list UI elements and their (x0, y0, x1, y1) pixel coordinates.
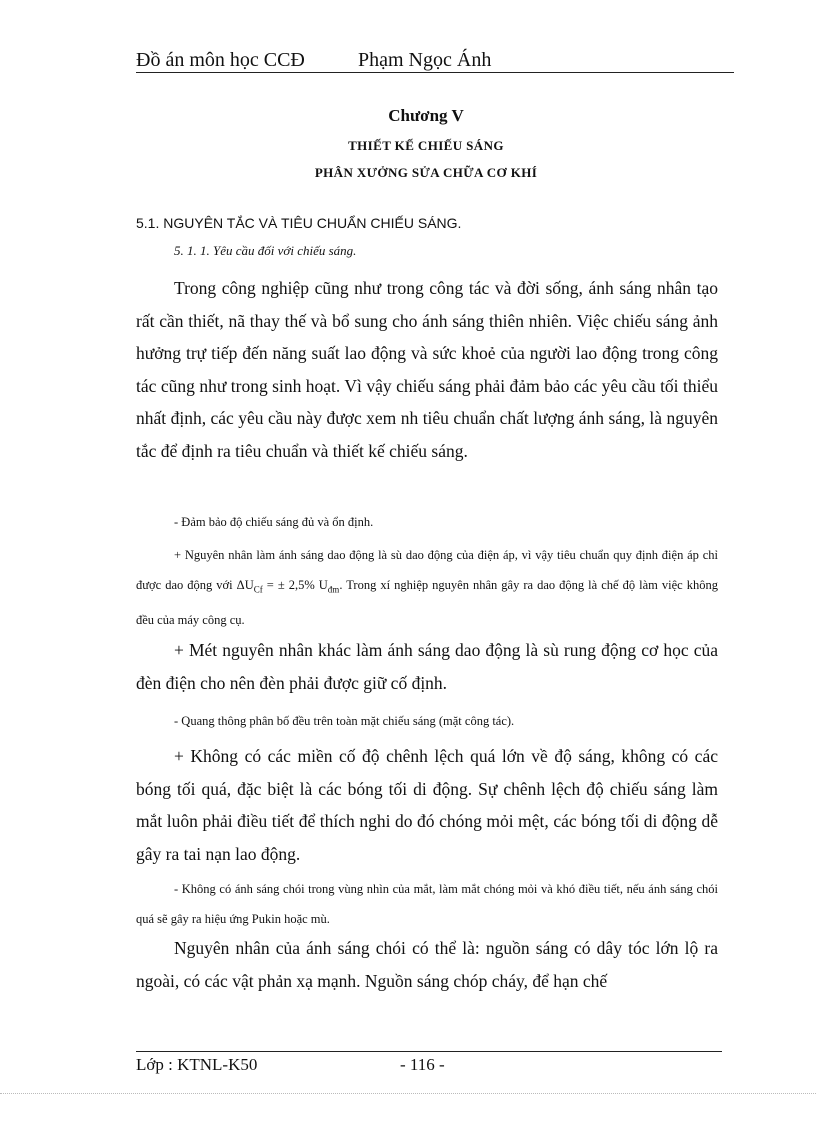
header-author: Phạm Ngọc Ánh (358, 49, 492, 71)
chapter-title: Chương V (388, 106, 464, 125)
footer-page-number: - 116 - (400, 1055, 445, 1074)
page-bottom-divider (0, 1093, 816, 1094)
voltage-text-b: . Trong xí nghiệp nguyên nhân gây ra dao động là chế độ làm việc không đều của máy công cụ. (136, 578, 718, 627)
paragraph-glare-causes: Nguyên nhân của ánh sáng chói có thể là: nguồn sáng có dây tóc lớn lộ ra ngoài, có các vật phản xạ mạnh. Nguồn sáng chóp cháy, để hạn chế (136, 938, 718, 991)
paragraph-requirement-3: - Không có ánh sáng chói trong vùng nhìn của mắt, làm mắt chóng mỏi và khó điều tiết, nếu ánh sáng chói quá sẽ gây ra hiệu ứng Pukin hoặc mù. (136, 882, 718, 926)
voltage-text-a: + Nguyên nhân làm ánh sáng dao động là sù dao động của điện áp, vì vậy tiêu chuẩn quy định điện áp chỉ được dao động với (136, 548, 718, 592)
paragraph-voltage-fluctuation (136, 540, 718, 635)
page-header (136, 48, 734, 73)
paragraph-requirement-2: - Quang thông phân bố đều trên toàn mặt chiếu sáng (mặt công tác). (174, 714, 515, 728)
page-footer (136, 1051, 722, 1078)
section-heading: 5.1. NGUYÊN TẮC VÀ TIÊU CHUẨN CHIẾU SÁNG. (136, 215, 462, 231)
header-course-title: Đồ án môn học CCĐ (136, 49, 305, 71)
paragraph-requirement-1: - Đảm bảo độ chiếu sáng đủ và ổn định. (174, 515, 374, 529)
paragraph-intro: Trong công nghiệp cũng như trong công tác và đời sống, ánh sáng nhân tạo rất cần thiết, nã thay thế và bổ sung cho ánh sáng thiên nhiên. Việc chiếu sáng ảnh hưởng trự tiếp đến năng suất lao động và sức khoẻ của người lao động trong công tác cũng như trong sinh hoạt. Vì vậy chiếu sáng phải đảm bảo các yêu cầu tối thiểu nhất định, các yêu cầu này được xem nh tiêu chuẩn chất lượng ánh sáng, là nguyên tắc để định ra tiêu chuẩn và thiết kế chiếu sáng. (136, 278, 718, 461)
footer-class-label: Lớp : KTNL-K50 (136, 1055, 258, 1074)
voltage-formula: $\Delta U_{Cf}$ = ± 2,5% $U_{đm}$ (236, 578, 340, 595)
paragraph-shadows: + Không có các miền cố độ chênh lệch quá lớn về độ sáng, không có các bóng tối quá, đặc biệt là các bóng tối di động. Sự chênh lệch độ chiếu sáng làm mắt luôn phải điều tiết để thích nghi do đó chóng mỏi mệt, các bóng tối di động dễ gây ra tai nạn lao động. (136, 746, 718, 864)
paragraph-mechanical-vibration: + Mét nguyên nhân khác làm ánh sáng dao động là sù rung động cơ học của đèn điện cho nên đèn phải được giữ cố định. (136, 640, 718, 693)
chapter-subtitle-1: THIẾT KẾ CHIẾU SÁNG (348, 138, 504, 153)
subsection-heading: 5. 1. 1. Yêu cầu đối với chiếu sáng. (174, 243, 357, 258)
chapter-subtitle-2: PHÂN XƯỞNG SỬA CHỮA CƠ KHÍ (314, 165, 538, 180)
